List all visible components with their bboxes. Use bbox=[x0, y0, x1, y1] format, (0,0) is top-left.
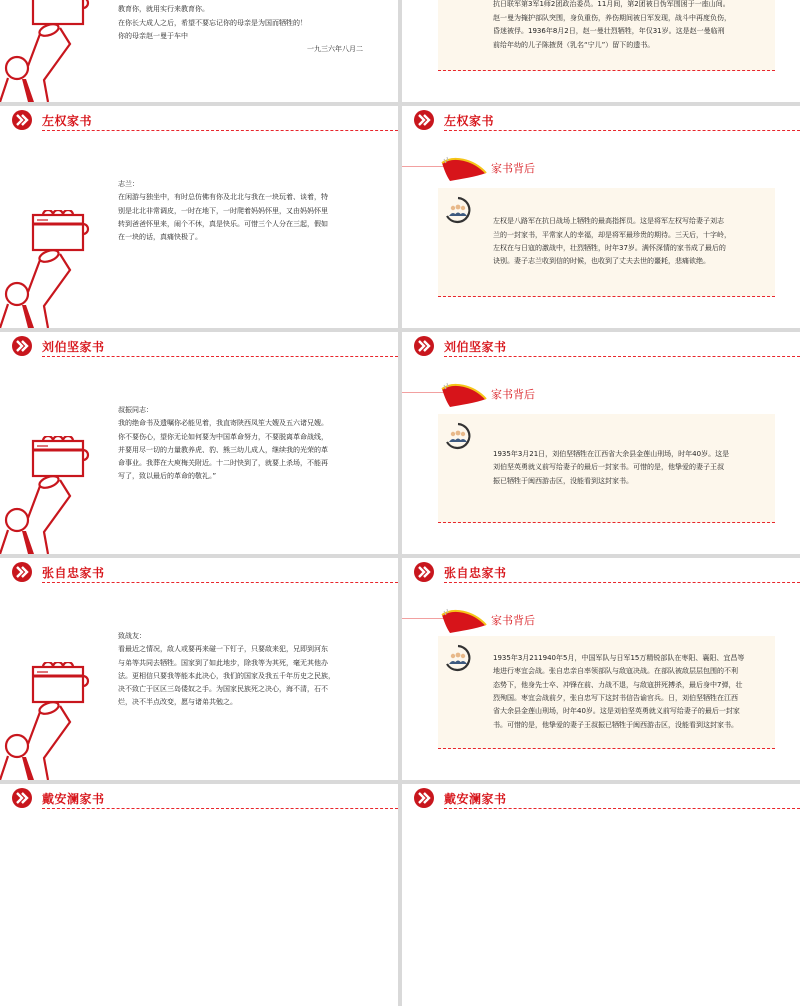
letter-text bbox=[118, 404, 363, 484]
people-icon bbox=[444, 422, 472, 450]
background-box bbox=[438, 0, 775, 71]
person-holding-letter-illustration bbox=[0, 662, 100, 780]
background-line: 前给年幼的儿子陈掖贤（乳名“宁儿”）留下的遗书。 bbox=[493, 40, 655, 49]
background-line: 昏迷被俘。1936年8月2日，赵一曼壮烈牺牲，年仅31岁。这是赵一曼临刑 bbox=[493, 27, 725, 36]
background-line: 地进行枣宜会战。张自忠亲自率领部队与敌寇决战。在部队被敌层层包围的不利 bbox=[493, 667, 738, 676]
background-line: 刘伯坚英勇就义前写给妻子的最后一封家书。可惜的是，他挚爱的妻子王叔 bbox=[493, 463, 724, 472]
chevron-right-icon bbox=[12, 562, 32, 582]
letter-line: 决不致亡于区区三岛倭奴之手。为国家民族死之决心，海不清，石不 bbox=[118, 685, 328, 694]
slide-title: 戴安澜家书 bbox=[42, 792, 105, 806]
title-divider bbox=[42, 356, 398, 357]
slide-title: 刘伯坚家书 bbox=[42, 340, 105, 354]
background-line: 左权是八路军在抗日战场上牺牲的最高指挥员。这是将军左权写给妻子刘志 bbox=[493, 217, 724, 226]
letter-line: 别是北北非常调皮，一时在地下，一时爬着妈妈怀里，又由妈妈怀里 bbox=[118, 206, 328, 215]
slide-title: 戴安澜家书 bbox=[444, 792, 507, 806]
section-title: 家书背后 bbox=[491, 162, 535, 175]
background-line: 赵一曼为掩护部队突围，身负重伤，养伤期间被日军发现，战斗中再度负伤， bbox=[493, 13, 731, 22]
background-line: 1935年3月21日，刘伯坚牺牲在江西省大余县金莲山刑场，时年40岁。这是 bbox=[493, 449, 730, 458]
slide-6[interactable] bbox=[402, 332, 800, 554]
chevron-right-icon bbox=[12, 336, 32, 356]
title-divider bbox=[42, 808, 398, 809]
slide-title: 刘伯坚家书 bbox=[444, 340, 507, 354]
letter-line: 致战友： bbox=[118, 632, 146, 640]
letter-line: 与弟等共同去牺牲。国家到了如此地步，除我等为其死，毫无其他办 bbox=[118, 658, 328, 667]
chevron-right-icon bbox=[12, 788, 32, 808]
letter-line: 在一块的话，真痛快极了。 bbox=[118, 233, 202, 242]
slide-1[interactable] bbox=[0, 0, 398, 102]
slide-3[interactable] bbox=[0, 106, 398, 328]
title-divider bbox=[444, 582, 800, 583]
background-box bbox=[438, 636, 775, 749]
background-line: 左权在与日寇的激战中，壮烈牺牲，时年37岁。满怀深情的家书成了最后的 bbox=[493, 244, 726, 252]
chevron-right-icon bbox=[414, 336, 434, 356]
letter-signature: 一九三六年八月二 bbox=[307, 45, 363, 54]
title-divider bbox=[42, 130, 398, 131]
background-line: 态势下，他身先士卒、冲锋在前、力战不退，与敌寇拼死搏杀，最后身中7弹，壮 bbox=[493, 680, 743, 689]
red-flag-icon bbox=[438, 153, 488, 183]
red-flag-icon bbox=[438, 379, 488, 409]
background-text bbox=[493, 0, 753, 70]
slide-9[interactable] bbox=[0, 784, 398, 1006]
slide-7[interactable] bbox=[0, 558, 398, 780]
background-line: 省大余县金莲山刑场，时年40岁。这是刘伯坚英勇就义前写给妻子的最后一封家 bbox=[493, 707, 740, 716]
chevron-right-icon bbox=[12, 110, 32, 130]
background-line: 书。可惜的是，他挚爱的妻子王叔振已牺牲于闽西游击区，没能看到这封家书。 bbox=[493, 720, 738, 729]
slide-title: 张自忠家书 bbox=[444, 566, 507, 580]
letter-line: 在你长大成人之后，希望不要忘记你的母亲是为国而牺牲的！ bbox=[118, 18, 307, 27]
slide-8[interactable] bbox=[402, 558, 800, 780]
letter-line: 命事业。我葬在大庾梅关附近。十二时快到了，就要上杀场，不能再 bbox=[118, 459, 328, 468]
section-title: 家书背后 bbox=[491, 388, 535, 401]
background-text bbox=[493, 448, 753, 488]
background-line: 烈殉国。枣宜会战前夕，张自忠写下这封书信告谕官兵。日，刘伯坚牺牲在江西 bbox=[493, 694, 738, 702]
chevron-right-icon bbox=[414, 562, 434, 582]
letter-line: 看最近之情况，敌人或要再来碰一下钉子，只要敌来犯，兄即到河东 bbox=[118, 645, 328, 654]
title-divider bbox=[444, 808, 800, 809]
letter-line: 法。更相信只要我等能本此决心，我们的国家及我五千年历史之民族， bbox=[118, 671, 335, 680]
letter-line: 叔振同志： bbox=[118, 406, 153, 414]
letter-line: 你不要伤心，望你无论如何要为中国革命努力，不要脱离革命战线， bbox=[118, 432, 328, 441]
letter-line: 在闲游与独坐中，有时总仿佛有你及北北与我在一块玩着、谈着，特 bbox=[118, 193, 328, 202]
title-divider bbox=[444, 356, 800, 357]
title-divider bbox=[444, 130, 800, 131]
person-holding-letter-illustration bbox=[0, 0, 100, 102]
slide-title: 左权家书 bbox=[42, 114, 93, 128]
slide-2[interactable] bbox=[402, 0, 800, 102]
letter-line: 我的绝命书及遗嘱你必能见着，我直寄陕西凤笙大嫂及五六诸兄嫂。 bbox=[118, 419, 328, 428]
red-flag-icon bbox=[438, 605, 488, 635]
background-line: 1935年3月211940年5月，中国军队与日军15万精锐部队在枣阳、襄阳、宜昌等 bbox=[493, 653, 745, 662]
letter-line: 写了，致以最后的革命的敬礼。” bbox=[118, 472, 217, 481]
people-icon bbox=[444, 196, 472, 224]
letter-line: 你的母亲赵一曼于车中 bbox=[118, 31, 188, 40]
letter-line: 教育你，就用实行来教育你。 bbox=[118, 5, 209, 14]
section-title: 家书背后 bbox=[491, 614, 535, 627]
background-text bbox=[493, 215, 753, 269]
letter-line: 并要用尽一切的力量教养虎、豹、熊三幼儿成人，继续我的光荣的革 bbox=[118, 445, 328, 454]
person-holding-letter-illustration bbox=[0, 436, 100, 554]
chevron-right-icon bbox=[414, 788, 434, 808]
person-holding-letter-illustration bbox=[0, 210, 100, 328]
background-text bbox=[493, 652, 753, 732]
letter-text bbox=[118, 0, 363, 56]
background-box bbox=[438, 188, 775, 297]
letter-line: 转到爸爸怀里来，闹个不休，真是快乐。可惜三个人分在三起，假如 bbox=[118, 219, 328, 228]
slide-title: 张自忠家书 bbox=[42, 566, 105, 580]
slide-4[interactable] bbox=[402, 106, 800, 328]
slide-title: 左权家书 bbox=[444, 114, 495, 128]
background-box bbox=[438, 414, 775, 523]
letter-text bbox=[118, 630, 363, 710]
background-line: 振已牺牲于闽西游击区，没能看到这封家书。 bbox=[493, 476, 633, 485]
slide-5[interactable] bbox=[0, 332, 398, 554]
background-line: 抗日联军第3军1师2团政治委员。11月间，第2团被日伪军围困于一座山间。 bbox=[493, 0, 730, 9]
chevron-right-icon bbox=[414, 110, 434, 130]
letter-text bbox=[118, 178, 363, 244]
letter-line: 烂，决不半点改变，愿与诸弟共勉之。 bbox=[118, 698, 237, 707]
slide-10[interactable] bbox=[402, 784, 800, 1006]
people-icon bbox=[444, 644, 472, 672]
title-divider bbox=[42, 582, 398, 583]
letter-line: 志兰： bbox=[118, 180, 139, 188]
background-line: 诀别。妻子志兰收到信的时候，也收到了丈夫去世的噩耗，悲痛欲绝。 bbox=[493, 257, 710, 266]
background-line: 兰的一封家书，平常家人的幸福，却是将军最珍贵的期待。三天后，十字岭， bbox=[493, 230, 731, 239]
